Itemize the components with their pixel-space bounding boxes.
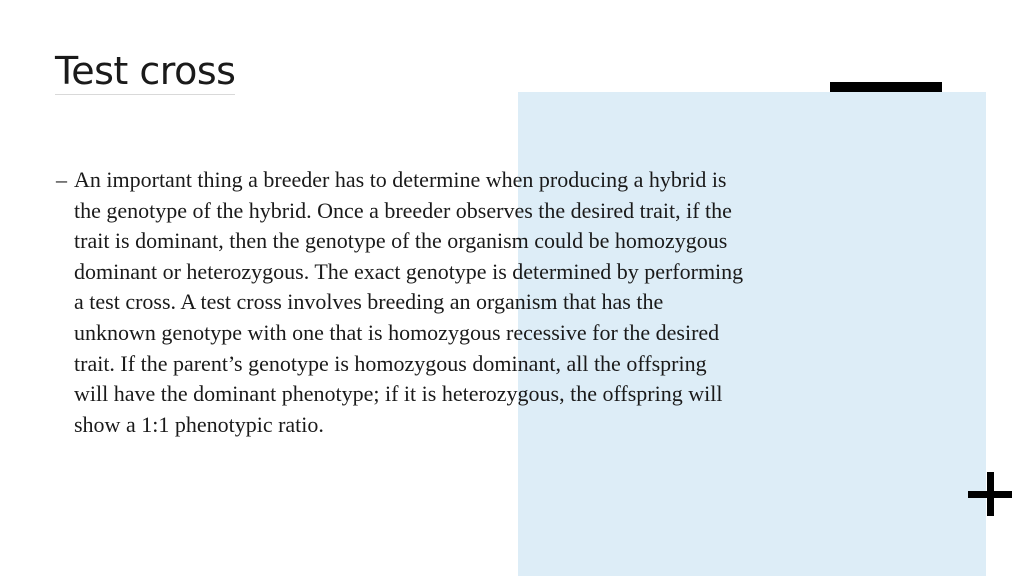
slide-title: Test cross (55, 49, 236, 93)
bullet-list (55, 165, 745, 440)
bullet-text: An important thing a breeder has to determine when producing a hybrid is the genotype of the hybrid. Once a breeder observes the desired trait, if the trait is dominant, then the genotype of the organism could be homozygous dominant or heterozygous. The exact genotype is determined by performing a test cross. A test cross involves breeding an organism that has the unknown genotype with one that is homozygous recessive for the desired trait. If the parent’s genotype is homozygous dominant, all the offspring will have the dominant phenotype; if it is heterozygous, the offspring will show a 1:1 phenotypic ratio. (74, 167, 744, 437)
plus-icon (966, 470, 1014, 518)
accent-bar (830, 82, 942, 92)
plus-icon-vertical (987, 472, 994, 516)
bullet-marker: – (56, 167, 67, 192)
bullet-item (55, 165, 745, 440)
